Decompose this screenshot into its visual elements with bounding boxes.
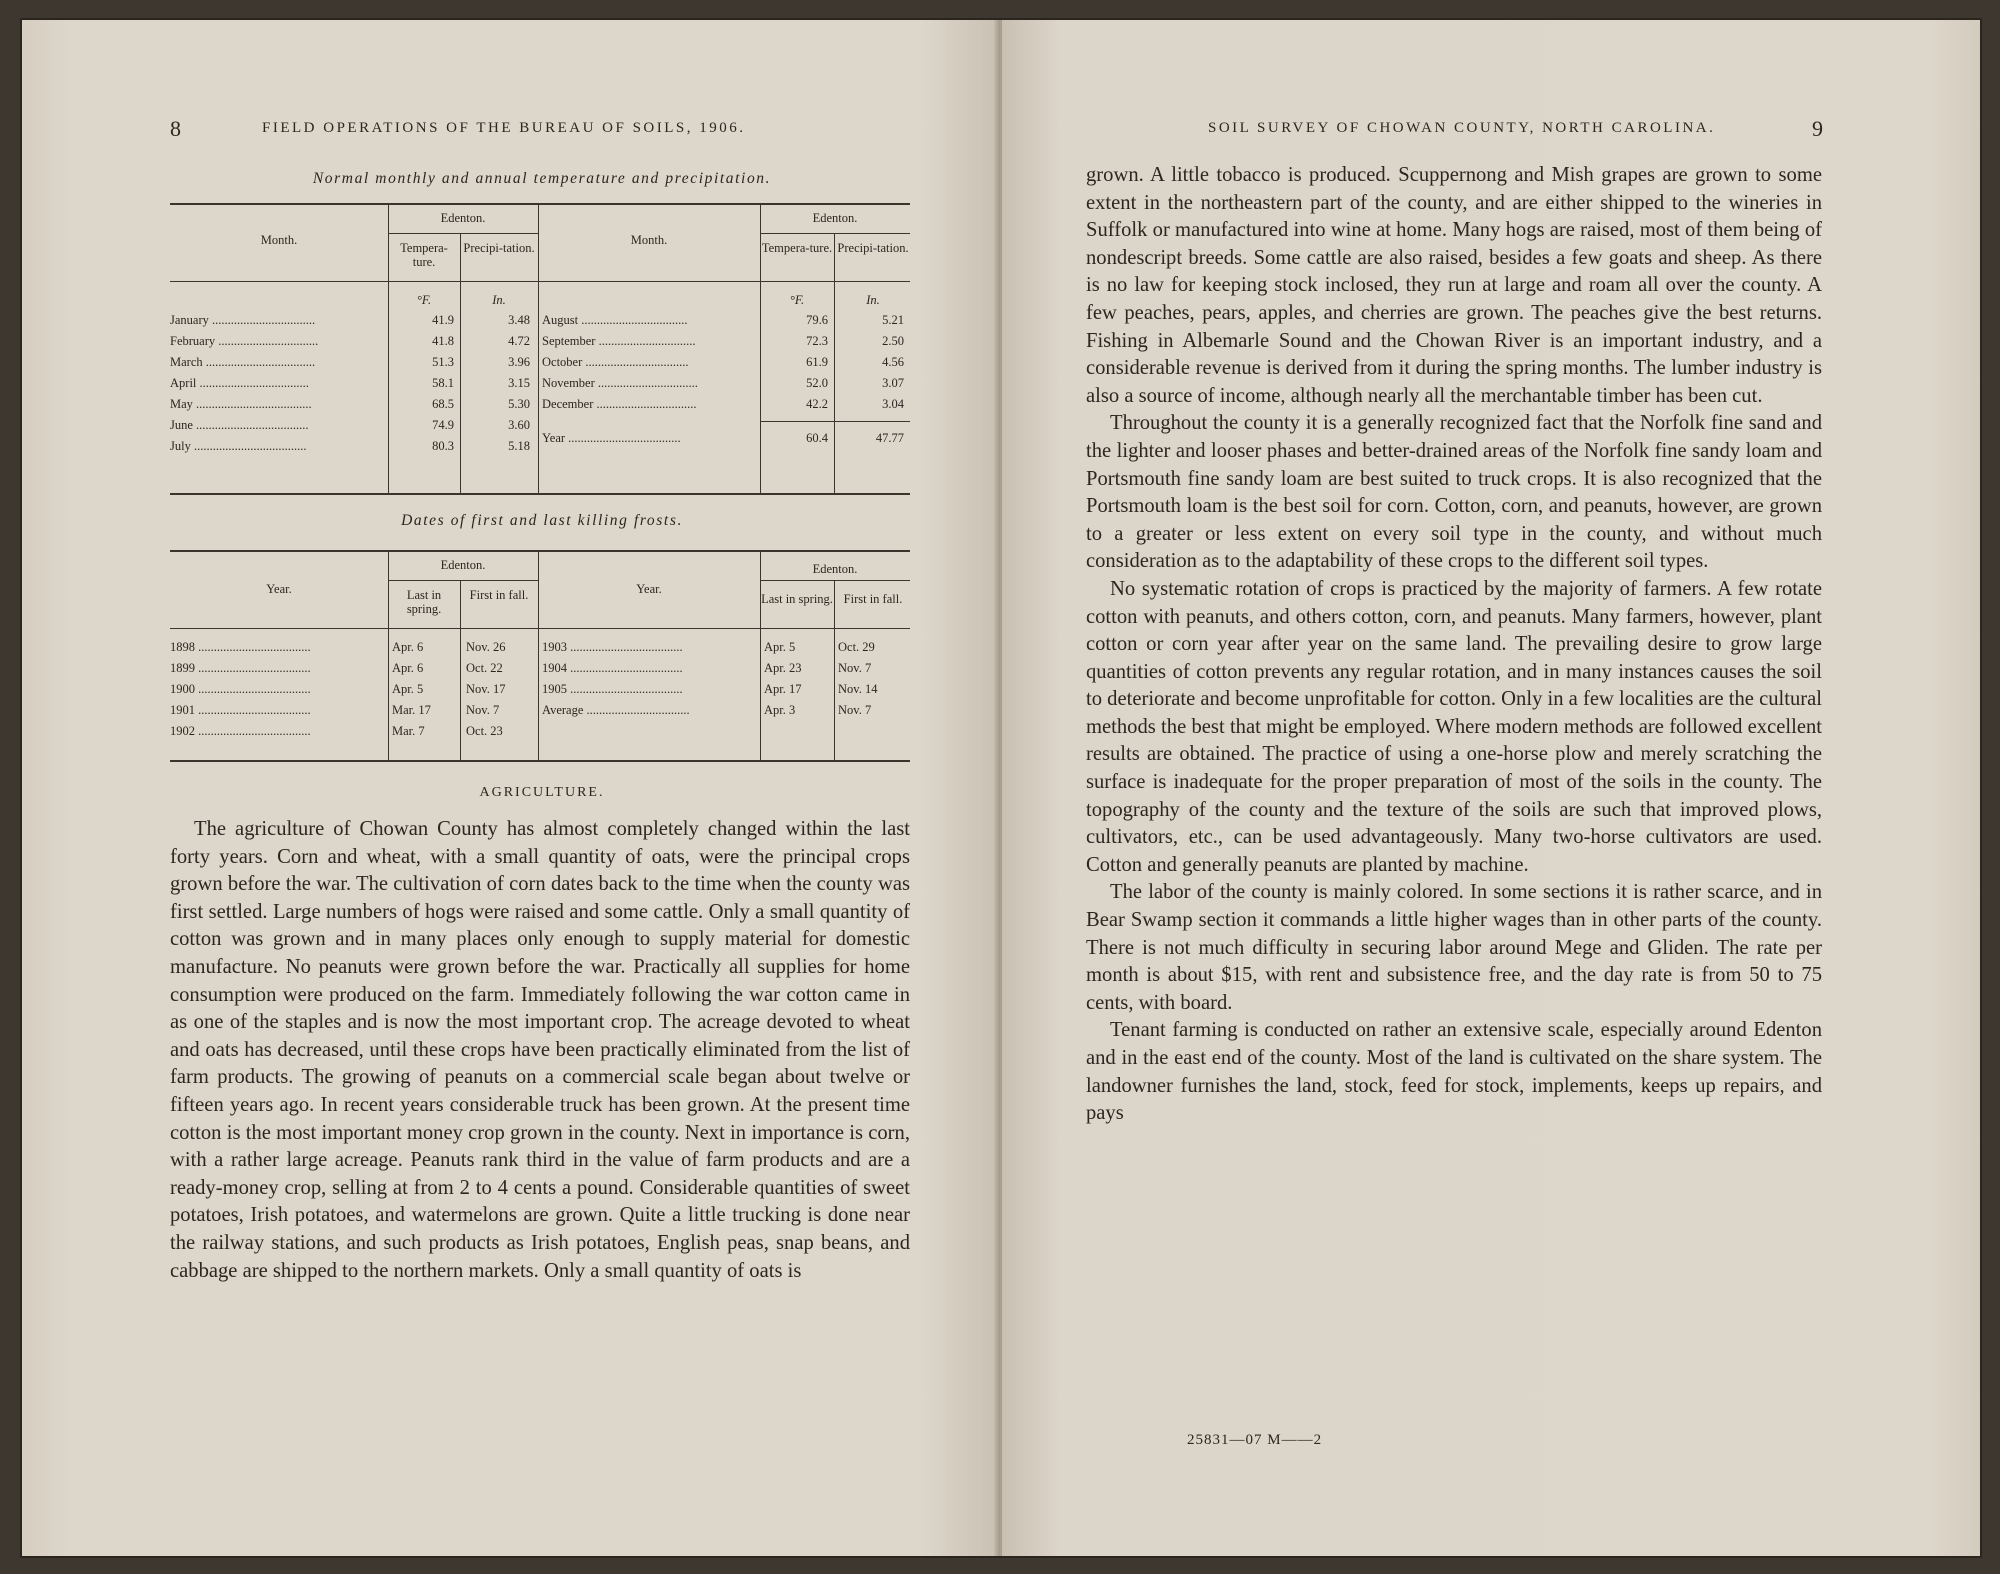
t1-row-temp: 80.3 bbox=[432, 439, 454, 453]
t1-row-label: September ............................... bbox=[542, 334, 696, 348]
t2-row-last: Apr. 5 bbox=[392, 682, 424, 696]
t2-row-first: Oct. 23 bbox=[466, 724, 503, 738]
t1-row-precip: 5.18 bbox=[508, 439, 530, 453]
t2-row-label: 1900 .................................... bbox=[170, 682, 311, 696]
t2-row-first: Nov. 26 bbox=[466, 640, 506, 654]
t2-row-last: Mar. 17 bbox=[392, 703, 431, 717]
paragraph-2: Throughout the county it is a generally recognized fact that the Norfolk fine sand and the lighter and looser phases and better-drained areas of the Norfolk fine sandy loam and Portsmouth fine sandy loam are best suited to truck crops. It is also recognized that the Portsmouth loam is the best soil for corn. Cotton, corn, and peanuts, however, are grown to a greater or less extent on every soil type in the county, and without much consideration as to the adaptability of these crops to the different soil types. bbox=[1086, 412, 1822, 573]
t1-row-label: April ................................... bbox=[170, 376, 309, 390]
signature-line: 25831—07 M——2 bbox=[1187, 1432, 1323, 1448]
col-first-right: First in fall. bbox=[843, 592, 903, 606]
t2-row-last: Apr. 23 bbox=[764, 661, 802, 675]
t1-row-precip: 3.04 bbox=[882, 397, 904, 411]
t1-row-precip: 3.48 bbox=[508, 313, 530, 327]
col-year-left: Year. bbox=[266, 582, 292, 596]
col-month-right: Month. bbox=[630, 233, 668, 247]
col-last-left: Last in spring. bbox=[406, 588, 442, 616]
t1-row-label: November ................................ bbox=[542, 376, 698, 390]
t1-row-label: May ..................................... bbox=[170, 397, 312, 411]
left-page bbox=[22, 20, 1000, 1556]
running-head-right: SOIL SURVEY OF CHOWAN COUNTY, NORTH CAROLINA. bbox=[1208, 120, 1716, 136]
t2-row-label: 1904 .................................... bbox=[542, 661, 683, 675]
unit-precip-right: In. bbox=[866, 293, 880, 307]
station-left: Edenton. bbox=[440, 211, 486, 225]
t2-row-label: Average ................................. bbox=[542, 703, 690, 717]
t1-row-precip: 5.30 bbox=[508, 397, 530, 411]
col-temp-right: Tempera-ture. bbox=[761, 241, 833, 255]
t2-row-last: Apr. 3 bbox=[764, 703, 796, 717]
t2-row-first: Nov. 7 bbox=[838, 703, 872, 717]
running-head-left: FIELD OPERATIONS OF THE BUREAU OF SOILS, 1906. bbox=[262, 120, 746, 136]
frost-station-right: Edenton. bbox=[812, 562, 858, 576]
paragraph-3: No systematic rotation of crops is practiced by the majority of farmers. A few rotate cotton with peanuts, and others cotton, corn, and peanuts. Many farmers, however, plant cotton or corn year after year on the same land. The prevailing desire to grow large quantities of cotton prevents any regular rotation, and in many instances causes the soil to deteriorate and become unprofitable for cotton. Only in a few localities are the cultural methods the best that might be employed. Where modern methods are followed excellent results are obtained. The practice of using a one-horse plow and merely scratching the surface is inadequate for the proper preparation of most of the soils in the county. The topography of the county and the texture of the soils are such that improved plows, cultivators, etc., can be used advantageously. Many two-horse cultivators are used. Cotton and generally peanuts are planted by machine. bbox=[1086, 577, 1822, 876]
t2-row-first: Nov. 14 bbox=[838, 682, 878, 696]
paragraph-text: The agriculture of Chowan County has almost completely changed within the last forty years. Corn and wheat, with a small quantity of oats, were the principal crops grown before the war. The cultivation of corn dates back to the time when the county was first settled. Large numbers of hogs were raised and some cattle. Only a small quantity of cotton was grown and in many places only enough to supply material for domestic manufacture. No peanuts were grown before the war. Practically all supplies for home consumption were produced on the farm. Immediately following the war cotton came in as one of the staples and is now the most important crop. The acreage devoted to wheat and oats has decreased, until these crops have been practically eliminated from the list of farm products. The growing of peanuts on a commercial scale began about twelve or fifteen years ago. In recent years considerable truck has been grown. At the present time cotton is the most important money crop grown in the county. Next in importance is corn, with a rather large acreage. Peanuts rank third in the value of farm products and are a ready-money crop, selling at from 2 to 4 cents a pound. Considerable quantities of sweet potatoes, Irish potatoes, and watermelons are grown. Quite a little trucking is done near the railway stations, and such products as Irish potatoes, English peas, snap beans, and cabbage are shipped to the northern markets. Only a small quantity of oats is bbox=[170, 818, 910, 1282]
t1-row-temp: 52.0 bbox=[806, 376, 828, 390]
t2-row-last: Mar. 7 bbox=[392, 724, 425, 738]
t1-row-temp: 74.9 bbox=[432, 418, 454, 432]
t2-row-first: Oct. 22 bbox=[466, 661, 503, 675]
t1-row-temp: 51.3 bbox=[432, 355, 454, 369]
t1-row-label: March ................................... bbox=[170, 355, 316, 369]
agriculture-paragraph bbox=[170, 816, 910, 1285]
temperature-precipitation-table bbox=[170, 203, 910, 495]
t1-row-precip: 3.96 bbox=[508, 355, 530, 369]
t1-row-precip: 4.72 bbox=[508, 334, 530, 348]
page-number-right: 9 bbox=[1812, 116, 1823, 141]
t2-row-first: Oct. 29 bbox=[838, 640, 875, 654]
paragraph-1: grown. A little tobacco is produced. Scuppernong and Mish grapes are grown to some extent in the northeastern part of the county, and are either shipped to the wineries in Suffolk or manufactured into wine at home. Many hogs are raised, most of them being of nondescript breeds. Some cattle are also raised, besides a few goats and sheep. As there is no law for keeping stock inclosed, they run at large and roam all over the county. A few peaches, pears, apples, and cherries are grown. The peaches give the best returns. Fishing in Albemarle Sound and the Chowan River is an important industry, and a considerable revenue is derived from it during the spring months. The lumber industry is also a source of income, although nearly all the merchantable timber has been cut. bbox=[1086, 164, 1822, 407]
section-heading-agriculture: AGRICULTURE. bbox=[479, 785, 605, 800]
col-first-left: First in fall. bbox=[469, 588, 529, 602]
t1-row-temp: 72.3 bbox=[806, 334, 828, 348]
t2-row-last: Apr. 17 bbox=[764, 682, 802, 696]
t1-row-label: June .................................... bbox=[170, 418, 309, 432]
unit-temp-right: °F. bbox=[789, 293, 805, 307]
t2-row-last: Apr. 6 bbox=[392, 661, 424, 675]
frost-station-left: Edenton. bbox=[440, 558, 486, 572]
page-number-left: 8 bbox=[170, 116, 181, 141]
t2-row-label: 1905 .................................... bbox=[542, 682, 683, 696]
col-year-right: Year. bbox=[636, 582, 662, 596]
station-right: Edenton. bbox=[812, 211, 858, 225]
t1-row-temp: 58.1 bbox=[432, 376, 454, 390]
t2-row-last: Apr. 6 bbox=[392, 640, 424, 654]
table2-caption: Dates of first and last killing frosts. bbox=[401, 512, 683, 529]
t1-row-label: October ................................. bbox=[542, 355, 689, 369]
t1-row-label: Year .................................... bbox=[542, 431, 681, 445]
book-spread bbox=[22, 20, 1980, 1556]
t1-row-label: February ................................ bbox=[170, 334, 319, 348]
col-precip-left: Precipi-tation. bbox=[463, 241, 535, 255]
t1-row-precip: 2.50 bbox=[882, 334, 904, 348]
col-month-left: Month. bbox=[260, 233, 298, 247]
t1-row-precip: 47.77 bbox=[875, 431, 904, 445]
t1-row-label: December ................................ bbox=[542, 397, 697, 411]
killing-frost-table bbox=[170, 550, 910, 762]
paragraph-4: The labor of the county is mainly colored. In some sections it is rather scarce, and in Bear Swamp section it commands a little higher wages than in other parts of the county. There is not much difficulty in securing labor around Mege and Gliden. The rate per month is about $15, with rent and subsistence free, and the day rate is from 50 to 75 cents, with board. bbox=[1086, 881, 1822, 1014]
unit-precip-left: In. bbox=[492, 293, 506, 307]
t1-row-temp: 61.9 bbox=[806, 355, 828, 369]
t2-row-first: Nov. 17 bbox=[466, 682, 506, 696]
t1-row-precip: 3.07 bbox=[882, 376, 904, 390]
col-precip-right: Precipi-tation. bbox=[837, 241, 909, 255]
t1-row-precip: 3.60 bbox=[508, 418, 530, 432]
t1-row-temp: 42.2 bbox=[806, 397, 828, 411]
t1-row-label: August .................................. bbox=[542, 313, 688, 327]
t1-row-temp: 41.9 bbox=[432, 313, 454, 327]
t1-row-label: January ................................. bbox=[170, 313, 316, 327]
t2-row-label: 1903 .................................... bbox=[542, 640, 683, 654]
t1-row-precip: 5.21 bbox=[882, 313, 904, 327]
t2-row-first: Nov. 7 bbox=[466, 703, 500, 717]
t1-row-temp: 60.4 bbox=[806, 431, 828, 445]
right-page-body bbox=[1086, 162, 1822, 1128]
t2-row-label: 1898 .................................... bbox=[170, 640, 311, 654]
t1-row-temp: 41.8 bbox=[432, 334, 454, 348]
col-temp-left: Tempera-ture. bbox=[400, 241, 448, 269]
t1-row-label: July .................................... bbox=[170, 439, 307, 453]
t1-row-temp: 68.5 bbox=[432, 397, 454, 411]
paragraph-5: Tenant farming is conducted on rather an extensive scale, especially around Edenton and in the east end of the county. Most of the land is cultivated on the share system. The landowner furnishes the land, stock, feed for stock, implements, keeps up repairs, and pays bbox=[1086, 1019, 1822, 1125]
t2-row-label: 1901 .................................... bbox=[170, 703, 311, 717]
t2-row-label: 1902 .................................... bbox=[170, 724, 311, 738]
col-last-right: Last in spring. bbox=[761, 592, 833, 606]
t2-row-last: Apr. 5 bbox=[764, 640, 796, 654]
t1-row-precip: 4.56 bbox=[882, 355, 904, 369]
unit-temp-left: °F. bbox=[416, 293, 432, 307]
t2-row-label: 1899 .................................... bbox=[170, 661, 311, 675]
t1-row-precip: 3.15 bbox=[508, 376, 530, 390]
right-page bbox=[1002, 20, 1980, 1556]
t1-row-temp: 79.6 bbox=[806, 313, 828, 327]
table1-caption: Normal monthly and annual temperature and precipitation. bbox=[312, 170, 772, 187]
t2-row-first: Nov. 7 bbox=[838, 661, 872, 675]
